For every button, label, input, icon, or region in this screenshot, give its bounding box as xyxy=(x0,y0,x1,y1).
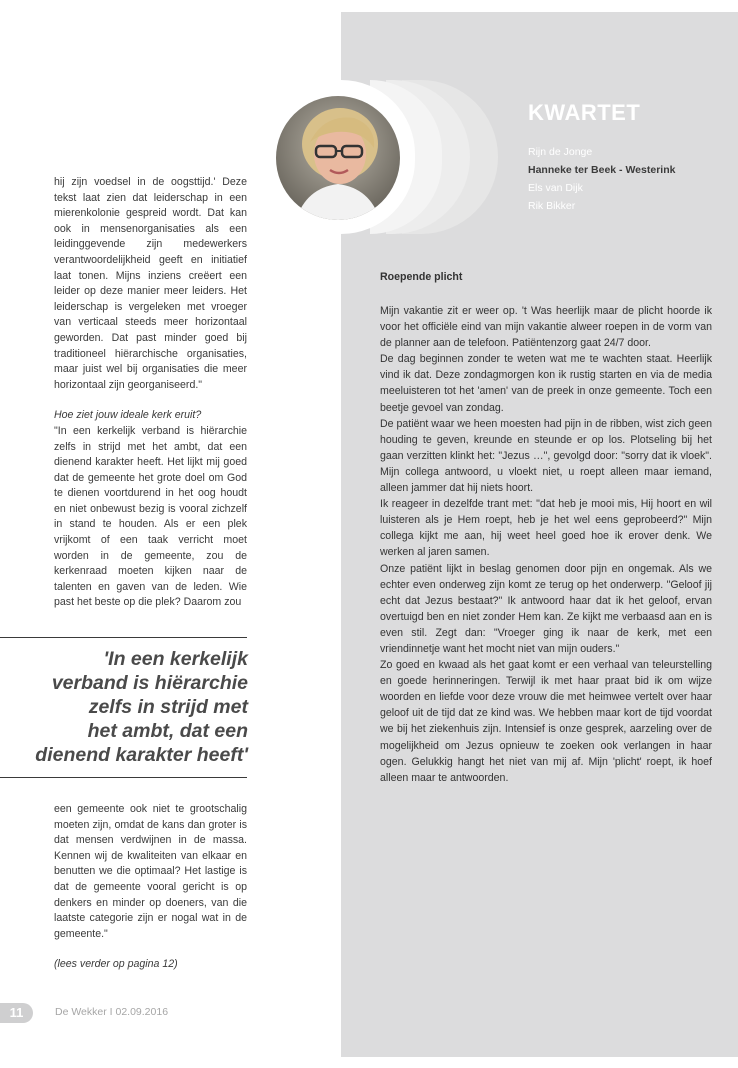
quote-line: zelfs in strijd met xyxy=(88,696,248,718)
publication-footer: De Wekker I 02.09.2016 xyxy=(55,1006,169,1018)
section-title: KWARTET xyxy=(528,100,641,125)
article-body xyxy=(380,303,712,786)
article-paragraph: De patiënt waar we heen moesten had pijn in de ribben, wist zich geen houding te geven, kreunde en steunde er op los. Plotseling bij het gaan verzitten klinkt het: "Jezus …", gevolgd door: "sorry dat ik vloek". Mijn collega antwoord, u vloekt niet, u roept alleen maar iemand, alleen jammer dat hij niets hoort. xyxy=(380,417,712,495)
page-number: 11 xyxy=(0,1003,33,1023)
article-heading: Roepende plicht xyxy=(380,271,463,283)
article-paragraph: Mijn vakantie zit er weer op. 't Was heerlijk maar de plicht hoorde ik voor het officiële eind van mijn vakantie alweer roepen in de vorm van de planner aan de telefoon. Patiëntenzorg gaat 24/7 door. xyxy=(380,305,712,350)
article-paragraph: Onze patiënt lijkt in beslag genomen door pijn en ongemak. Als we echter even onderweg zijn komt ze terug op het onderwerp. "Geloof jij echt dat Jezus bestaat?" Ik antwoord haar dat ik het geloof, ervan overtuigd ben en niet zonder Hem kan. Ze kijkt me verbaasd aan en is even stil. Zegt dan: "Vroeger ging ik naar de kerk, met een vriendinnetje want het mocht niet van mijn ouders." xyxy=(380,562,712,655)
author-name: Els van Dijk xyxy=(528,182,583,194)
quote-line: dienend karakter heeft' xyxy=(35,744,248,766)
quote-rule-top xyxy=(0,637,247,638)
left-column-top xyxy=(54,175,247,611)
article-paragraph: Zo goed en kwaad als het gaat komt er een verhaal van teleurstelling en goede herinneringen. Terwijl ik met haar praat bid ik om wijze woorden en liefde voor deze vrouw die met heimwee vertelt over haar geloof uit de tijd dat ze kind was. We hebben maar kort de tijd voordat we bij het ziekenhuis zijn. Intensief is onze gesprek, aarzeling over de mogelijkheid om Jezus opnieuw te zoeken ook verlangen in haar ogen. Gelukkig hangt het niet van mij af. Mijn 'plicht' roept, ik hoef alleen maar te antwoorden. xyxy=(380,659,712,784)
body-paragraph: een gemeente ook niet te grootschalig moeten zijn, omdat de kans dan groter is dat mensen verdwijnen in de massa. Kennen wij de kwaliteiten van elkaar en benutten we die optimaal? Het lastige is dat de gemeente vooral gericht is op denkers en minder op doeners, van die laatste categorie zijn er nogal wat in de gemeente." xyxy=(54,803,247,940)
body-paragraph: hij zijn voedsel in de oogsttijd.' Deze tekst laat zien dat leiderschap in een mierenkolonie gespreid wordt. Dat kan ook in mensenorganisaties als een leidinggevende zijn medewerkers verantwoordelijkheid geeft en initiatief laat tonen. Mijns inziens creëert een leider op deze manier meer leiders. Het leiderschap is vergeleken met vroeger van verticaal steeds meer horizontaal geworden. Dat past minder goed bij traditioneel hiërarchische organisaties, maar juist wel bij organisaties die meer horizontaal zijn georganiseerd." xyxy=(54,176,247,391)
quote-line: verband is hiërarchie xyxy=(51,672,248,694)
article-paragraph: De dag beginnen zonder te weten wat me te wachten staat. Heerlijk vind ik dat. Deze zondagmorgen kon ik rustig starten en via de media meeluisteren tot het 'amen' van de preek in onze gemeente. Toch een beetje gevoel van zondag. xyxy=(380,353,712,414)
portrait-image xyxy=(276,96,400,220)
author-name-active: Hanneke ter Beek - Westerink xyxy=(528,164,676,176)
quote-line: het ambt, dat een xyxy=(87,720,248,742)
author-list xyxy=(528,143,675,215)
author-portrait xyxy=(273,93,403,223)
interview-question: Hoe ziet jouw ideale kerk eruit? xyxy=(54,409,202,422)
pull-quote xyxy=(14,647,248,767)
quote-rule-bottom xyxy=(0,777,247,778)
author-name: Rik Bikker xyxy=(528,200,576,212)
article-paragraph: Ik reageer in dezelfde trant met: "dat heb je mooi mis, Hij hoort en wil luisteren als je Hem roept, heb je het wel eens geprobeerd?" Mijn collega kijkt me aan, hij weet heel goed hoe ik erover denk. We werken al jaren samen. xyxy=(380,498,712,559)
quote-line: 'In een kerkelijk xyxy=(103,648,248,670)
body-paragraph: "In een kerkelijk verband is hiërarchie zelfs in strijd met het ambt, dat een dienend karakter heeft. Het lijkt mij goed dat de gemeente het grote doel om God te dienen voortdurend in het oog houdt en niet onbewust bezig is vooral zichzelf in stand te houden. Als er een plek vrijkomt of een taak verricht moet worden in de gemeente, zou de kerkenraad moeten kijken naar de talenten en gaven van de leden. Wie past het beste op die plek? Daarom zou xyxy=(54,424,247,609)
continued-note: (lees verder op pagina 12) xyxy=(54,958,178,971)
left-column-bottom xyxy=(54,802,247,973)
author-name: Rijn de Jonge xyxy=(528,146,593,158)
